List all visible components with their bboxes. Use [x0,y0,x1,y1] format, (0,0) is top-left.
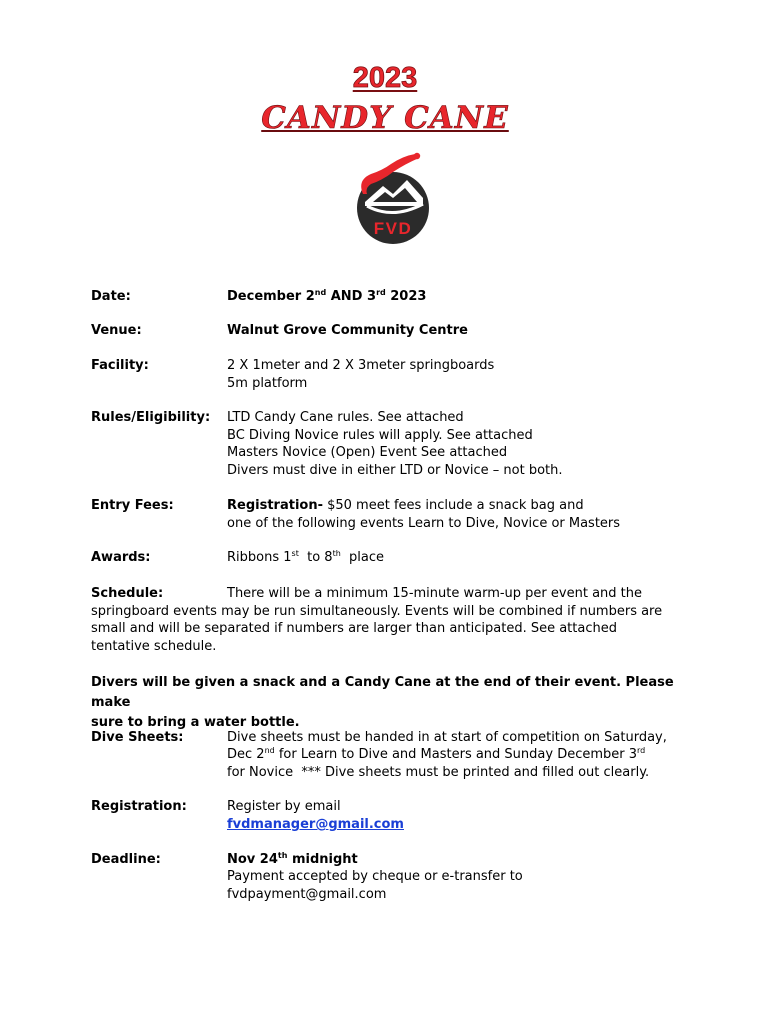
deadline-date: Nov 24th midnight [227,851,358,867]
registration-email-link[interactable]: fvdmanager@gmail.com [227,817,404,832]
dive-sheets-line-3: for Novice *** Dive sheets must be printed and filled out clearly. [227,765,650,780]
rules-line: BC Diving Novice rules will apply. See attached [227,428,533,443]
registration-line: Register by email [227,799,341,814]
awards-value: Ribbons 1st to 8th place [227,549,385,565]
deadline-payment-line: Payment accepted by cheque or e-transfer to [227,869,523,884]
dive-sheets-line-1: Dive sheets must be handed in at start of competition on Saturday, [227,730,667,745]
fees-label: Entry Fees: [91,498,174,513]
fees-line-1: Registration- $50 meet fees include a snack bag and [227,498,584,513]
date-label: Date: [91,289,131,304]
venue-label: Venue: [91,323,142,338]
event-year: 2023 [352,62,418,94]
schedule-paragraph: Schedule: There will be a minimum 15-minute warm-up per event and the springboard events may be run simultaneously. Events will be combined if numbers are small and will be separated if numbers are larger than anticipated. See attached tentative schedule. [91,586,663,654]
dive-sheets-line-2: Dec 2nd for Learn to Dive and Masters and Sunday December 3rd [227,746,646,762]
schedule-label: Schedule: [91,586,164,601]
dive-sheets-label: Dive Sheets: [91,730,184,745]
rules-line: Divers must dive in either LTD or Novice – not both. [227,463,563,478]
rules-line: Masters Novice (Open) Event See attached [227,445,508,460]
facility-line: 5m platform [227,376,308,391]
date-value: December 2nd AND 3rd 2023 [227,288,427,304]
payment-email: fvdpayment@gmail.com [227,887,387,902]
snack-notice: Divers will be given a snack and a Candy Cane at the end of their event. Please make sure to bring a water bottle. [91,675,674,730]
event-title: CANDY CANE [261,100,509,136]
deadline-label: Deadline: [91,852,161,867]
rules-line: LTD Candy Cane rules. See attached [227,410,464,425]
facility-line: 2 X 1meter and 2 X 3meter springboards [227,358,495,373]
registration-label: Registration: [91,799,187,814]
fees-line-2: one of the following events Learn to Dive, Novice or Masters [227,516,621,531]
awards-label: Awards: [91,550,151,565]
fvd-logo [353,150,433,250]
venue-value: Walnut Grove Community Centre [227,323,468,338]
facility-label: Facility: [91,358,149,373]
rules-label: Rules/Eligibility: [91,410,211,425]
logo-text: FVD [373,219,413,238]
